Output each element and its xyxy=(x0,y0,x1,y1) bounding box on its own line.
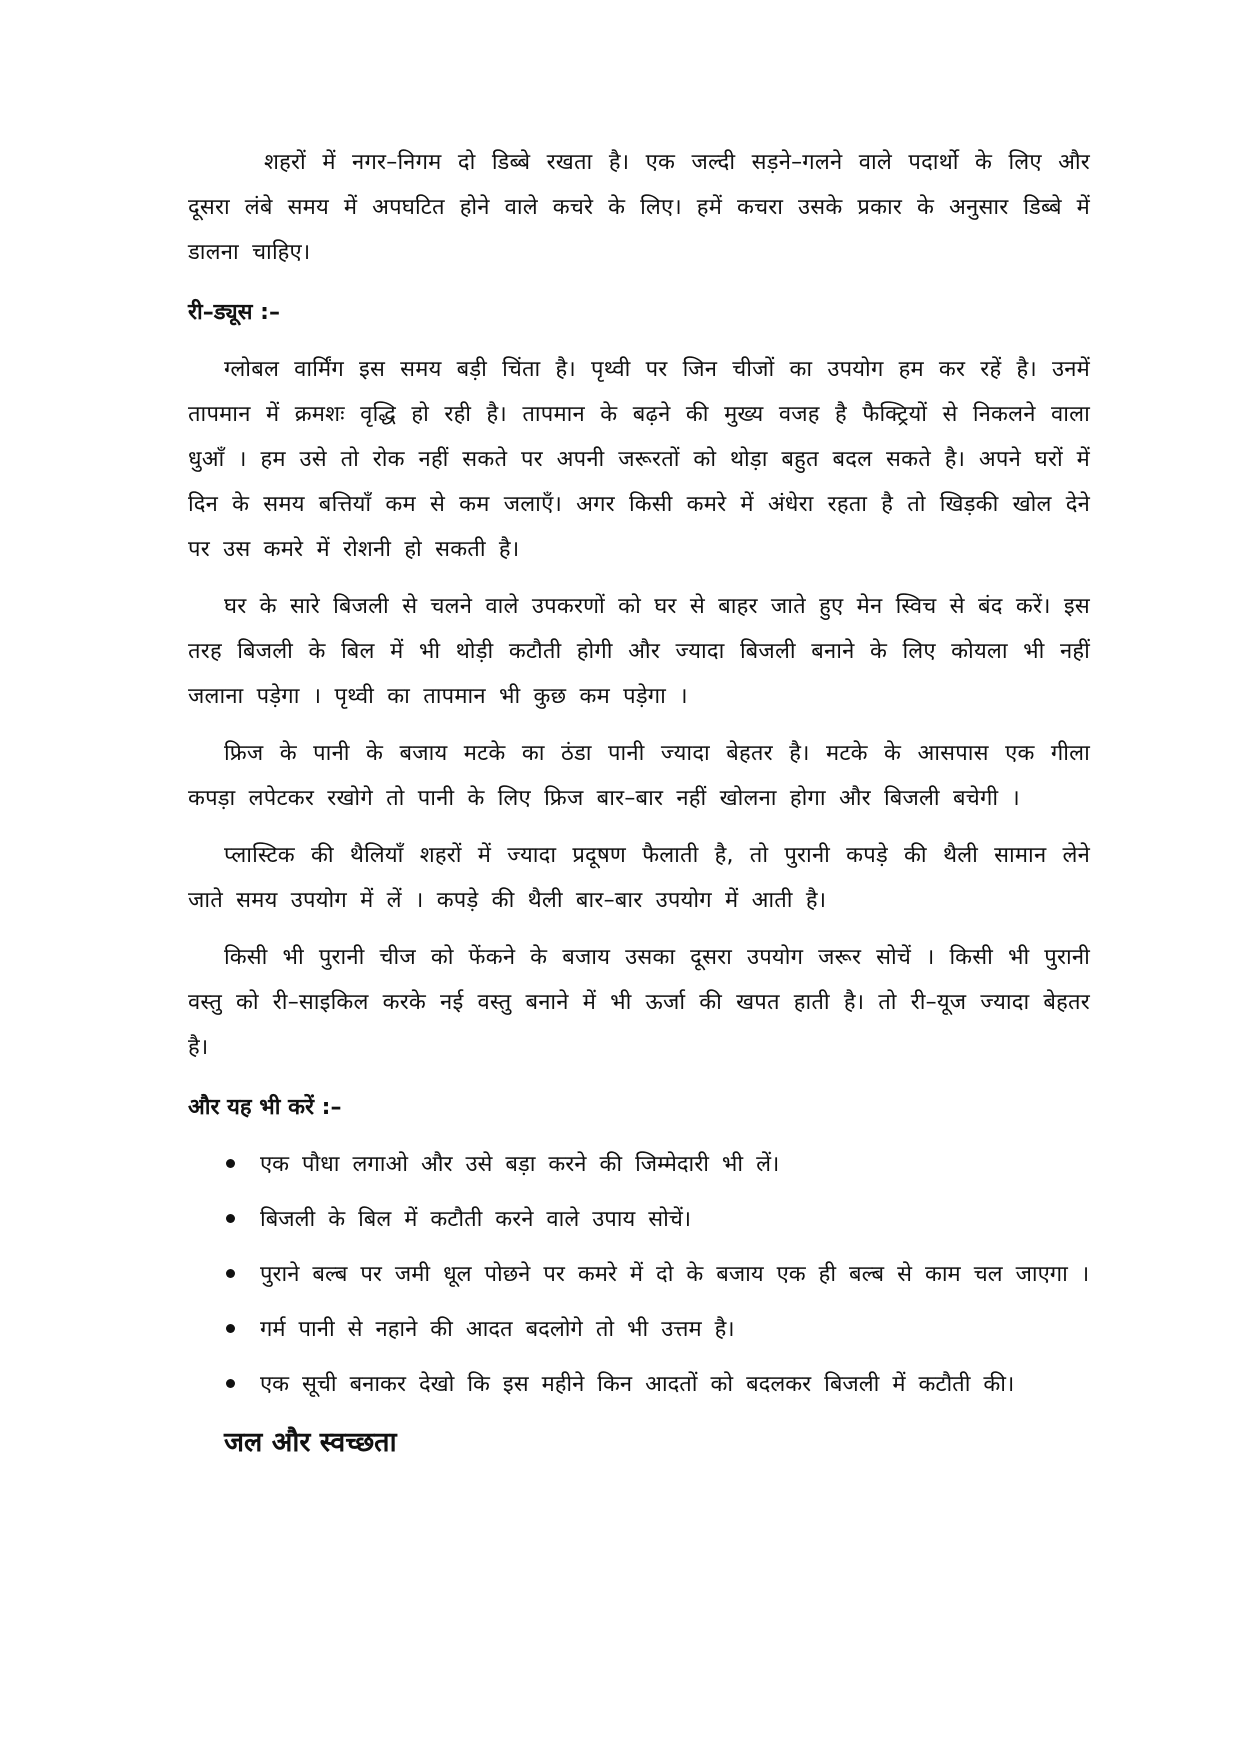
list-item xyxy=(188,1362,1090,1407)
list-item xyxy=(188,1307,1090,1352)
list-item-text: एक पौधा लगाओ और उसे बड़ा करने की जिम्मेदारी भी लें। xyxy=(260,1152,780,1177)
list-item-text: पुराने बल्ब पर जमी धूल पोछने पर कमरे में दो के बजाय एक ही बल्ब से काम चल जाएगा । xyxy=(260,1262,1090,1287)
list-item-text: बिजली के बिल में कटौती करने वाले उपाय सोचें। xyxy=(260,1207,692,1232)
also-do-list xyxy=(188,1142,1090,1407)
bullet-icon xyxy=(226,1379,235,1388)
bullet-icon xyxy=(226,1214,235,1223)
reduce-paragraph-4: प्लास्टिक की थैलियाँ शहरों में ज्यादा प्रदूषण फैलाती है, तो पुरानी कपड़े की थैली सामान लेने जाते समय उपयोग में लें । कपड़े की थैली बार–बार उपयोग में आती है। xyxy=(188,843,1090,913)
reduce-paragraph-5: किसी भी पुरानी चीज को फेंकने के बजाय उसका दूसरा उपयोग जरूर सोचें । किसी भी पुरानी वस्तु को री–साइकिल करके नई वस्तु बनाने में भी ऊर्जा की खपत हाती है। तो री–यूज ज्यादा बेहतर है। xyxy=(188,945,1090,1060)
intro-paragraph: शहरों में नगर–निगम दो डिब्बे रखता है। एक जल्दी सड़ने–गलने वाले पदार्थो के लिए और दूसरा लंबे समय में अपघटित होने वाले कचरे के लिए। हमें कचरा उसके प्रकार के अनुसार डिब्बे में डालना चाहिए। xyxy=(188,150,1090,265)
also-do-heading: और यह भी करें :– xyxy=(188,1095,342,1120)
list-item xyxy=(188,1252,1090,1297)
bullet-icon xyxy=(226,1324,235,1333)
section-title: जल और स्वच्छता xyxy=(224,1427,397,1458)
reduce-paragraph-2: घर के सारे बिजली से चलने वाले उपकरणों को घर से बाहर जाते हुए मेन स्विच से बंद करें। इस तरह बिजली के बिल में भी थोड़ी कटौती होगी और ज्यादा बिजली बनाने के लिए कोयला भी नहीं जलाना पड़ेगा । पृथ्वी का तापमान भी कुछ कम पड़ेगा । xyxy=(188,594,1090,709)
reduce-heading: री–ड्यूस :– xyxy=(188,300,280,325)
list-item xyxy=(188,1197,1090,1242)
list-item-text: गर्म पानी से नहाने की आदत बदलोगे तो भी उत्तम है। xyxy=(260,1317,735,1342)
bullet-icon xyxy=(226,1159,235,1168)
bullet-icon xyxy=(226,1269,235,1278)
list-item-text: एक सूची बनाकर देखो कि इस महीने किन आदतों को बदलकर बिजली में कटौती की। xyxy=(260,1372,1015,1397)
reduce-paragraph-1: ग्लोबल वार्मिंग इस समय बड़ी चिंता है। पृथ्वी पर जिन चीजों का उपयोग हम कर रहें है। उनमें तापमान में क्रमशः वृद्धि हो रही है। तापमान के बढ़ने की मुख्य वजह है फैक्ट्रियों से निकलने वाला धुआँ । हम उसे तो रोक नहीं सकते पर अपनी जरूरतों को थोड़ा बहुत बदल सकते है। अपने घरों में दिन के समय बत्तियाँ कम से कम जलाएँ। अगर किसी कमरे में अंधेरा रहता है तो खिड़की खोल देने पर उस कमरे में रोशनी हो सकती है। xyxy=(188,357,1090,562)
reduce-paragraph-3: फ्रिज के पानी के बजाय मटके का ठंडा पानी ज्यादा बेहतर है। मटके के आसपास एक गीला कपड़ा लपेटकर रखोगे तो पानी के लिए फ्रिज बार–बार नहीं खोलना होगा और बिजली बचेगी । xyxy=(188,741,1090,811)
list-item xyxy=(188,1142,1090,1187)
